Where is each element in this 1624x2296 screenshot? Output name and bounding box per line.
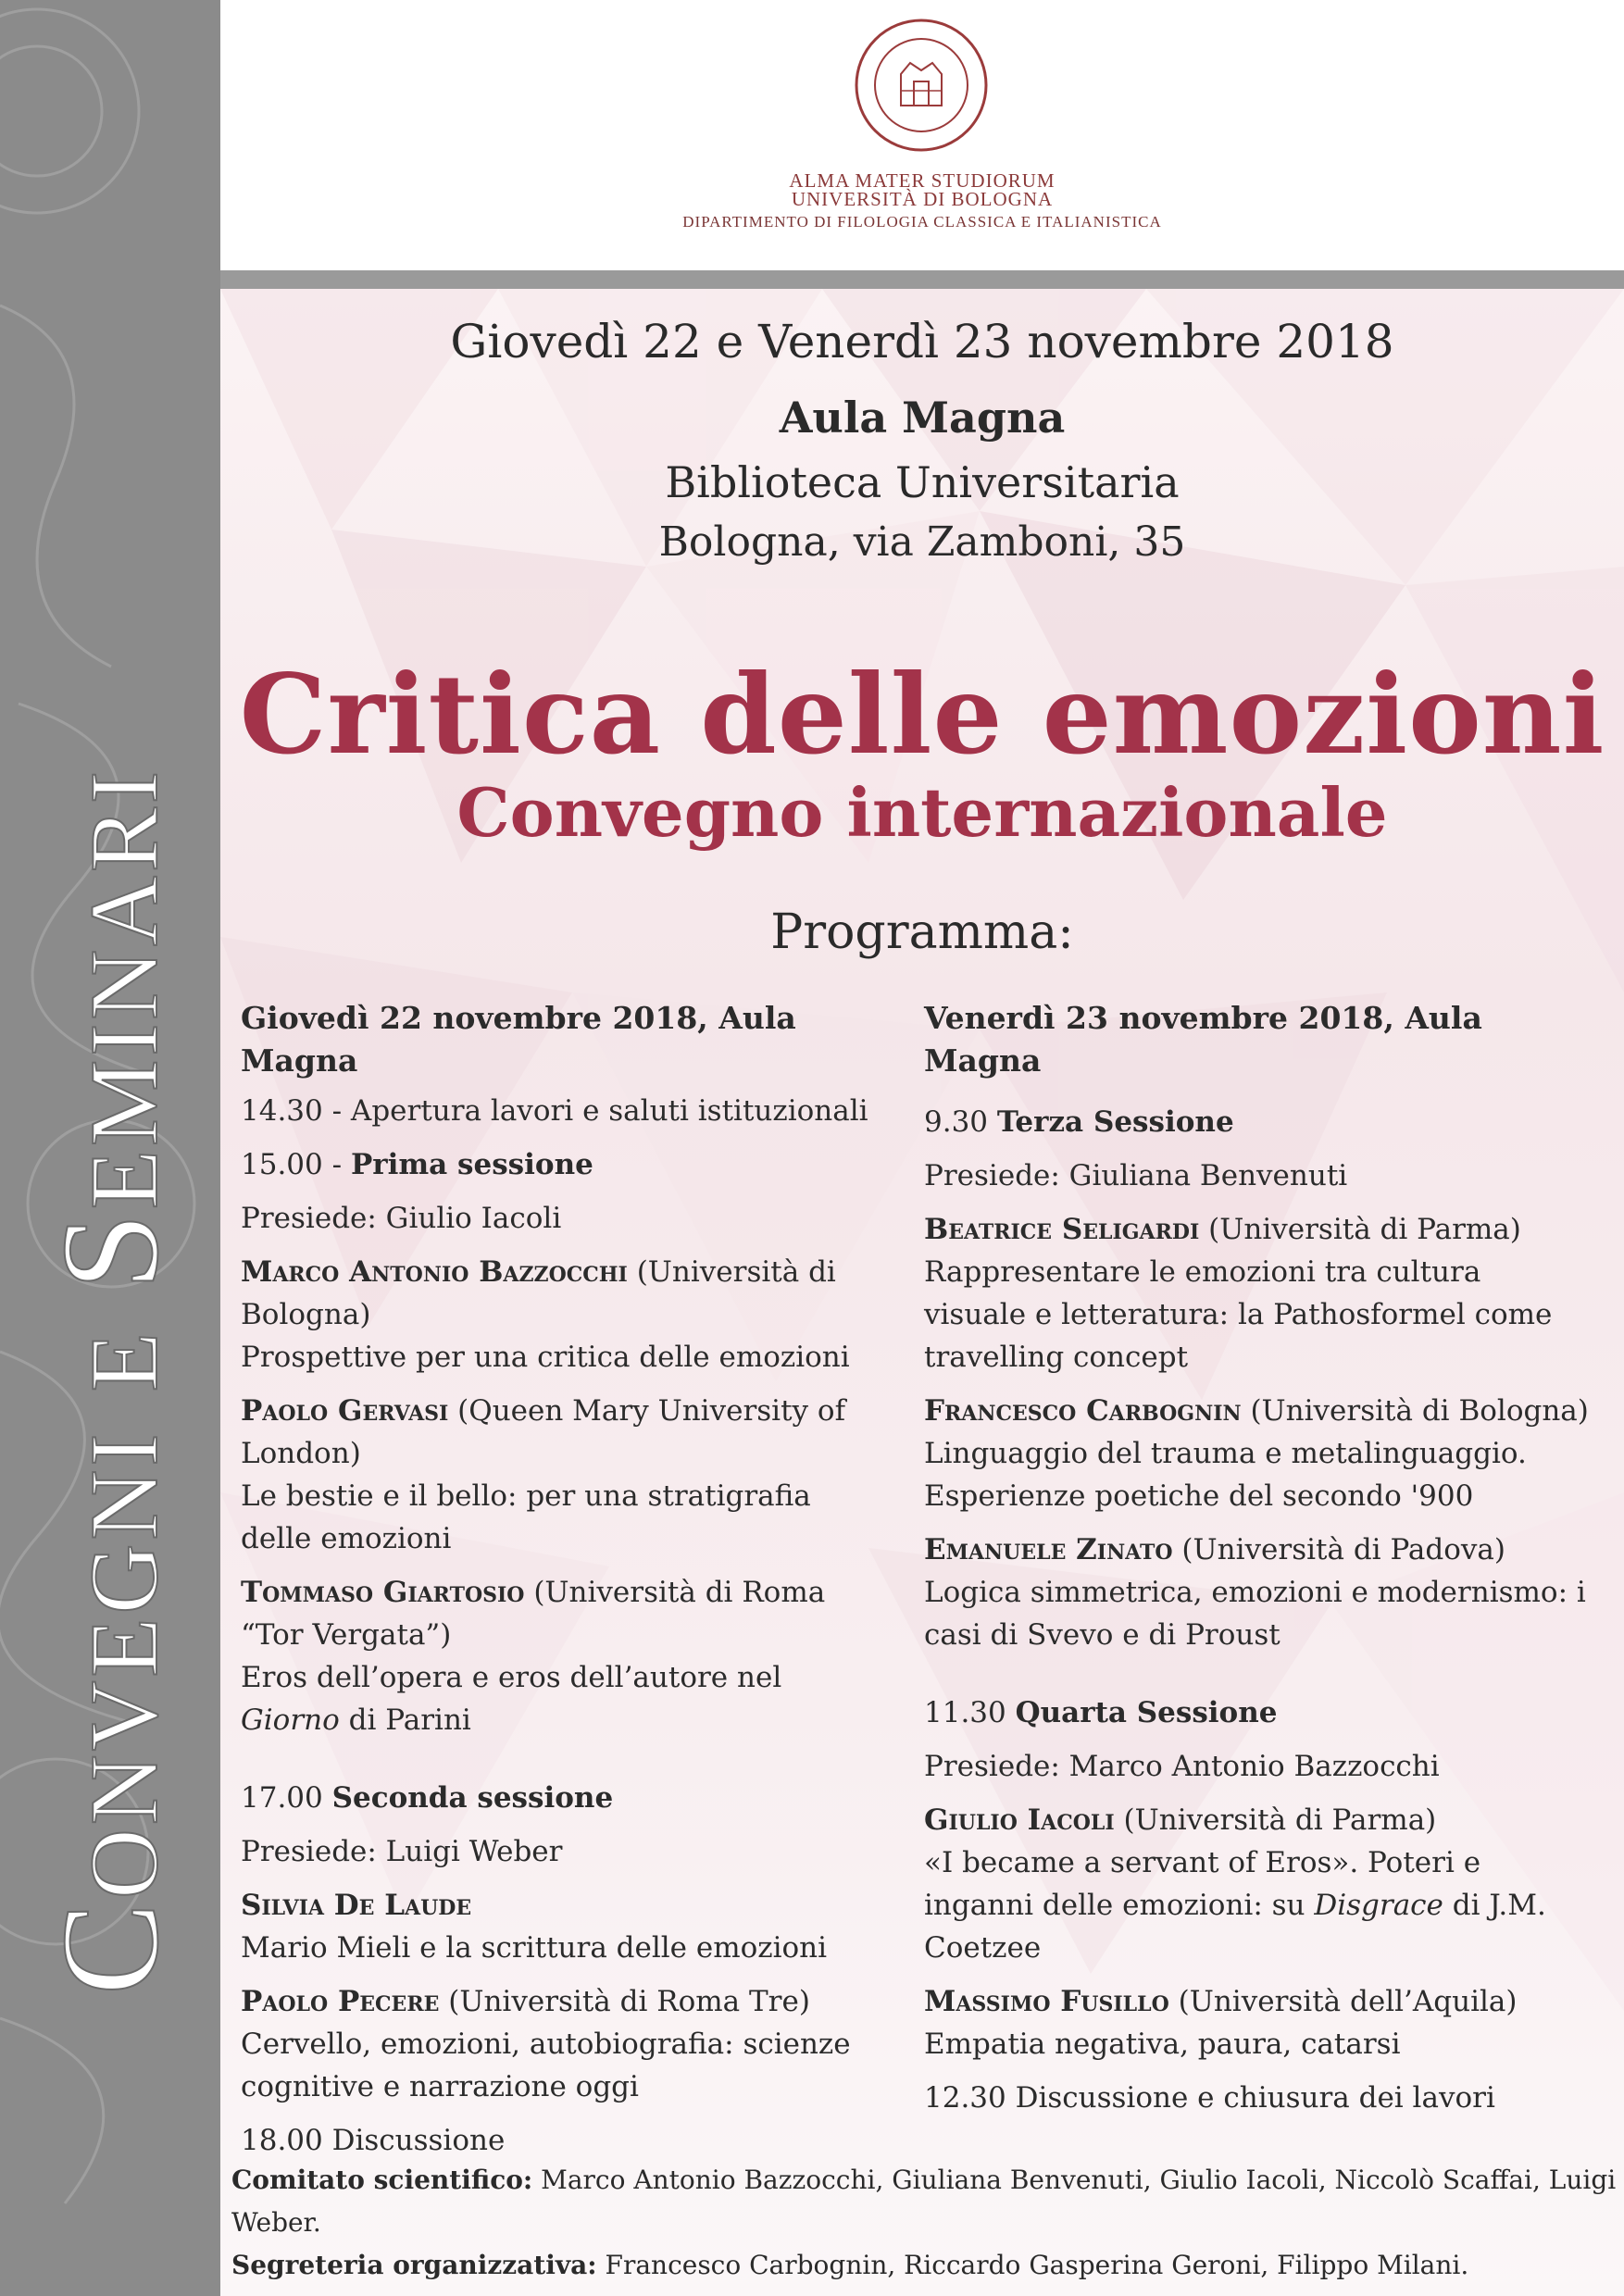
speaker-name: Silvia De Laude xyxy=(241,1889,472,1922)
talk-item: Francesco Carbognin (Università di Bologna) Linguaggio del trauma e metalinguaggio. Esperienze poetiche del secondo '900 xyxy=(924,1394,1589,1513)
speaker-name: Emanuele Zinato xyxy=(924,1533,1173,1566)
speaker-name: Paolo Pecere xyxy=(241,1985,440,2018)
session3-title: 9.30 Terza Sessione xyxy=(924,1105,1234,1139)
opening-item: 14.30 - Apertura lavori e saluti istituzionali xyxy=(241,1094,868,1128)
venue-address: Bologna, via Zamboni, 35 xyxy=(658,518,1186,566)
talk-title: Empatia negativa, paura, catarsi xyxy=(924,2028,1401,2061)
organizing-secretariat: Segreteria organizzativa: Francesco Carbognin, Riccardo Gasperina Geroni, Filippo Milani. xyxy=(231,2250,1469,2280)
talk-item: Marco Antonio Bazzocchi (Università di Bologna) Prospettive per una critica delle emozioni xyxy=(241,1255,850,1374)
day2-heading: Venerdì 23 novembre 2018, Aula Magna xyxy=(924,1000,1482,1079)
talk-title: Mario Mieli e la scrittura delle emozioni xyxy=(241,1931,828,1965)
talk-item: Paolo Gervasi (Queen Mary University of London) Le bestie e il bello: per una stratigrafia delle emozioni xyxy=(241,1394,846,1555)
speaker-name: Tommaso Giartosio xyxy=(241,1576,525,1609)
session2-chair: Presiede: Luigi Weber xyxy=(241,1835,563,1868)
speaker-name: Massimo Fusillo xyxy=(924,1985,1169,2018)
speaker-name: Marco Antonio Bazzocchi xyxy=(241,1255,628,1289)
speaker-name: Francesco Carbognin xyxy=(924,1394,1242,1428)
session4-title: 11.30 Quarta Sessione xyxy=(924,1696,1278,1729)
session4-chair: Presiede: Marco Antonio Bazzocchi xyxy=(924,1750,1440,1783)
sidebar-band xyxy=(0,0,220,2296)
talk-item: Tommaso Giartosio (Università di Roma “Tor Vergata”) Eros dell’opera e eros dell’autore nel Giorno di Parini xyxy=(241,1576,826,1737)
talk-item: Emanuele Zinato (Università di Padova) Logica simmetrica, emozioni e modernismo: i casi di Svevo e di Proust xyxy=(924,1533,1586,1652)
talk-item: Giulio Iacoli (Università di Parma) «I became a servant of Eros». Poteri e inganni delle emozioni: su Disgrace di J.M. Coetzee xyxy=(924,1803,1546,1965)
talk-title: Logica simmetrica, emozioni e modernismo: i casi di Svevo e di Proust xyxy=(924,1576,1586,1652)
event-dates: Giovedì 22 e Venerdì 23 novembre 2018 xyxy=(450,315,1394,368)
venue-hall: Aula Magna xyxy=(779,393,1066,443)
day1-column xyxy=(241,997,889,2173)
day2-closing: 12.30 Discussione e chiusura dei lavori xyxy=(924,2081,1495,2115)
conference-subtitle: Convegno internazionale xyxy=(456,773,1388,852)
speaker-name: Beatrice Seligardi xyxy=(924,1213,1200,1246)
header-line-2: UNIVERSITÀ DI BOLOGNA xyxy=(791,188,1054,210)
speaker-name: Paolo Gervasi xyxy=(241,1394,449,1428)
speaker-name: Giulio Iacoli xyxy=(924,1803,1115,1837)
header-line-1: ALMA MATER STUDIORUM xyxy=(789,169,1056,192)
session1-title: 15.00 - Prima sessione xyxy=(241,1148,593,1181)
talk-item: Paolo Pecere (Università di Roma Tre) Cervello, emozioni, autobiografia: scienze cognitive e narrazione oggi xyxy=(241,1985,851,2103)
talk-item: Beatrice Seligardi (Università di Parma) Rappresentare le emozioni tra cultura visuale e letteratura: la Pathosformel come travelling concept xyxy=(924,1213,1553,1374)
header xyxy=(220,0,1624,270)
venue-library: Biblioteca Universitaria xyxy=(665,457,1180,507)
department-name: DIPARTIMENTO DI FILOLOGIA CLASSICA E ITALIANISTICA xyxy=(682,213,1162,231)
scientific-committee: Comitato scientifico: Marco Antonio Bazzocchi, Giuliana Benvenuti, Giulio Iacoli, Niccolò Scaffai, Luigi Weber. xyxy=(231,2165,1617,2238)
session1-chair: Presiede: Giulio Iacoli xyxy=(241,1202,562,1235)
day1-heading: Giovedì 22 novembre 2018, Aula Magna xyxy=(241,1000,796,1079)
talk-title: «I became a servant of Eros». Poteri e inganni delle emozioni: su xyxy=(924,1846,1481,1922)
talk-title: Linguaggio del trauma e metalinguaggio. Esperienze poetiche del secondo '900 xyxy=(924,1437,1527,1513)
talk-item: Massimo Fusillo (Università dell’Aquila) Empatia negativa, paura, catarsi xyxy=(924,1985,1518,2061)
day2-column xyxy=(924,997,1591,2130)
talk-title: Cervello, emozioni, autobiografia: scienze cognitive e narrazione oggi xyxy=(241,2028,851,2103)
day1-closing: 18.00 Discussione xyxy=(241,2124,506,2157)
footer-credits xyxy=(231,2159,1620,2287)
university-seal-icon xyxy=(853,17,990,154)
session2-title: 17.00 Seconda sessione xyxy=(241,1781,614,1815)
talk-title: Le bestie e il bello: per una stratigrafia delle emozioni xyxy=(241,1479,811,1555)
sidebar-title-container xyxy=(0,0,220,2296)
session3-chair: Presiede: Giuliana Benvenuti xyxy=(924,1159,1348,1192)
talk-title: Eros dell’opera e eros dell’autore nel xyxy=(241,1661,782,1694)
talk-item xyxy=(241,1884,889,1969)
talk-title: Rappresentare le emozioni tra cultura visuale e letteratura: la Pathosformel come travelling concept xyxy=(924,1255,1553,1374)
sidebar-title: Convegni e Seminari xyxy=(33,767,187,1995)
poster-content xyxy=(220,289,1624,2296)
talk-title: Prospettive per una critica delle emozioni xyxy=(241,1341,850,1374)
program-heading: Programma: xyxy=(770,905,1074,960)
conference-title: Critica delle emozioni xyxy=(239,650,1605,779)
divider-bar xyxy=(220,270,1624,289)
